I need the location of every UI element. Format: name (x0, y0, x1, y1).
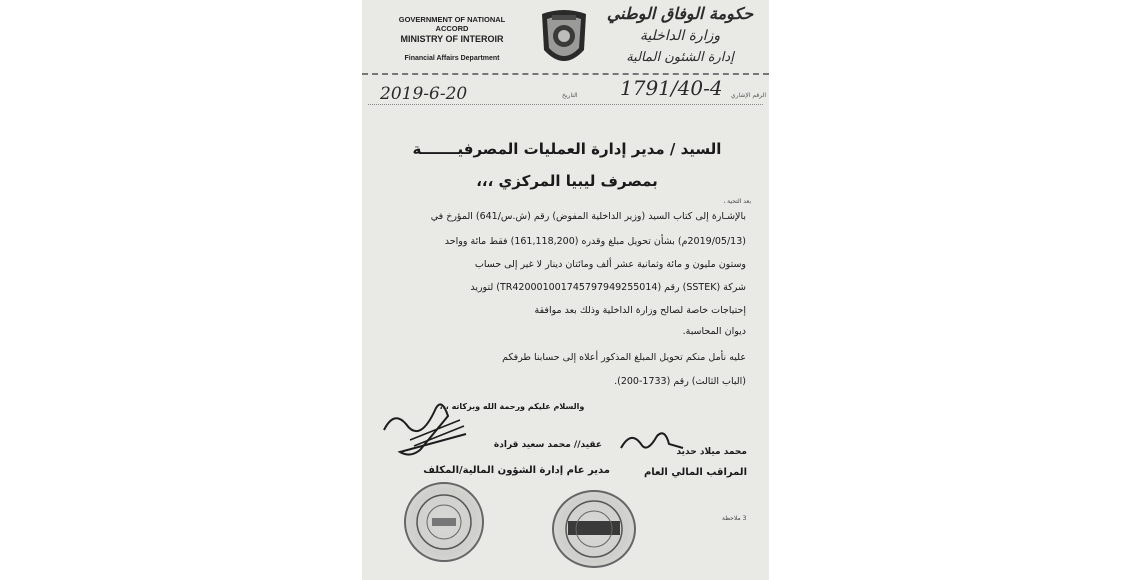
header-en-government: GOVERNMENT OF NATIONAL ACCORD (398, 15, 506, 33)
stamp-financial-controller-icon (552, 490, 636, 568)
body-line-8: (الباب الثالث) رقم (1733-200). (614, 376, 746, 387)
header-ar-department: إدارة الشئون المالية (626, 50, 734, 65)
body-line-4: شركة (SSTEK) رقم (TR420001001745797949255014) لتوريد (470, 282, 746, 293)
header-en-ministry: MINISTRY OF INTEROIR (400, 34, 504, 44)
addressee-line2: بمصرف ليبيا المركزي ،،، (476, 172, 658, 190)
header-en-department: Financial Affairs Department (404, 55, 500, 62)
body-line-7: عليه نأمل منكم تحويل المبلغ المذكور أعلاه إلى حسابنا طرفكم (502, 352, 746, 363)
header-ar-ministry: وزارة الداخلية (639, 28, 721, 44)
signature-left-icon (380, 400, 470, 460)
date-value: 2019-6-20 (380, 84, 468, 104)
closing-line: والسلام عليكم ورحمة الله وبركاته ،،، (439, 402, 585, 411)
header-divider (362, 73, 769, 75)
police-emblem-icon (534, 6, 594, 74)
reference-number: 1791/40-4 (620, 76, 723, 100)
header-ar-government: حكومة الوفاق الوطني (606, 4, 754, 23)
body-line-3: وستون مليون و مائة وثمانية عشر ألف ومائتان دينار لا غير إلى حساب (474, 259, 746, 270)
footer-note: 3 ملاحظة (722, 515, 747, 522)
left-signatory-name: عقيد// محمد سعيد قرادة (493, 440, 602, 450)
right-signatory-title: المراقب المالي العام (643, 467, 747, 478)
stamp-financial-affairs-icon (404, 482, 484, 562)
body-line-1: بالإشـارة إلى كتاب السيد (وزير الداخلية المفوض) رقم (ش.س/641) المؤرخ في (430, 211, 746, 222)
body-line-6: ديوان المحاسبة. (682, 326, 746, 337)
date-label: التاريخ (562, 92, 578, 99)
document-page (362, 0, 769, 580)
body-line-5: إحتياجات خاصة لصالح وزارة الداخلية وذلك بعد موافقة (534, 305, 746, 316)
left-signatory-title: مدير عام إدارة الشؤون المالية/المكلف (423, 465, 610, 476)
greeting: بعد التحية ، (723, 198, 751, 205)
reference-underline (368, 104, 763, 105)
right-signatory-name: محمد ميلاد حديد (676, 447, 747, 457)
addressee-line1: السيد / مدير إدارة العمليات المصرفيـــــــة (412, 140, 722, 158)
body-line-2: (2019/05/13م) بشأن تحويل مبلغ وقدره (161,118,200) فقط مائة وواحد (444, 236, 746, 247)
reference-number-label: الرقم الإشاري (730, 92, 766, 99)
